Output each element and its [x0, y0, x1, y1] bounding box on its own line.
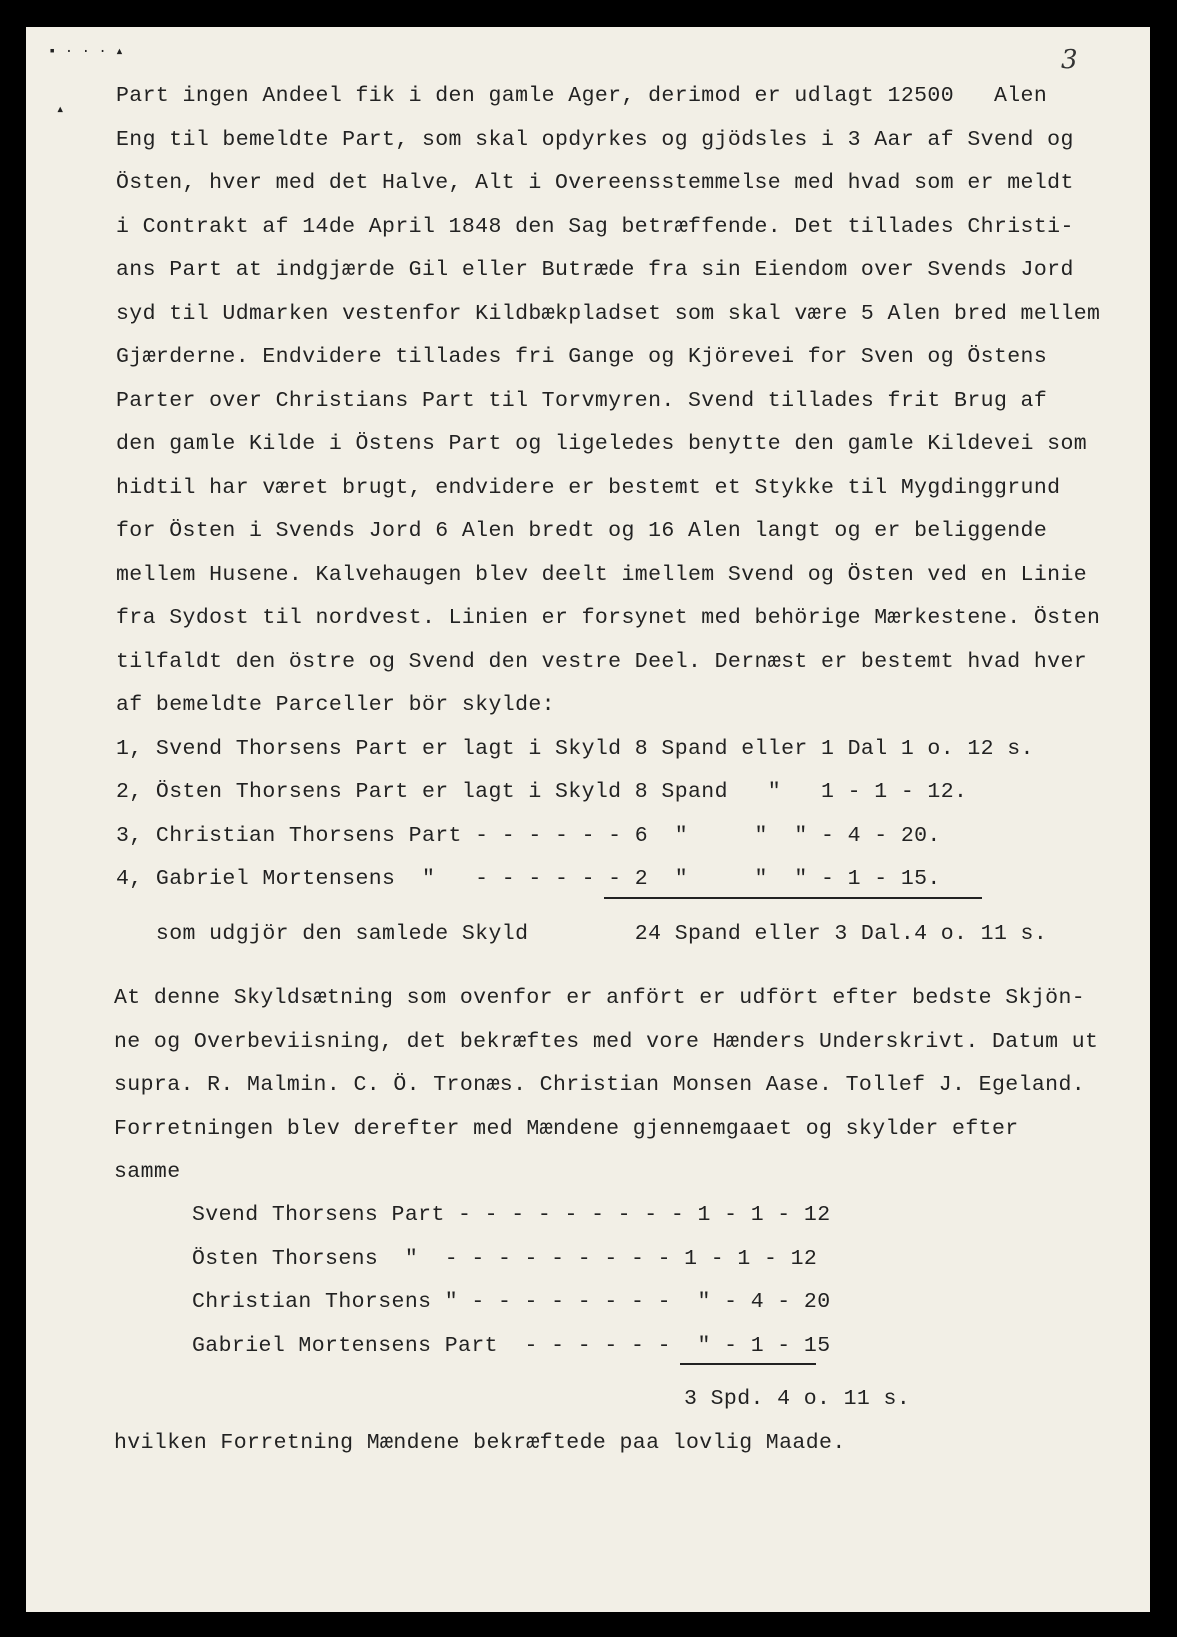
list-item: 4, Gabriel Mortensens " - - - - - - 2 " " " - 1 - 15.	[116, 867, 941, 891]
text-line: supra. R. Malmin. C. Ö. Tronæs. Christian Monsen Aase. Tollef J. Egeland.	[114, 1073, 1086, 1097]
text-line: ne og Overbeviisning, det bekræftes med vore Hænders Underskrivt. Datum ut	[114, 1030, 1099, 1054]
text-line: At denne Skyldsætning som ovenfor er anfört er udfört efter bedste Skjön-	[114, 986, 1086, 1010]
text-line: Östen, hver med det Halve, Alt i Overeensstemmelse med hvad som er meldt	[116, 171, 1074, 195]
text-line: hidtil har været brugt, endvidere er bestemt et Stykke til Mygdinggrund	[116, 476, 1061, 500]
list-item: Gabriel Mortensens Part - - - - - - " - 1 - 15	[192, 1334, 831, 1358]
text-line: Parter over Christians Part til Torvmyren. Svend tillades frit Brug af	[116, 389, 1048, 413]
document-page	[26, 27, 1150, 1612]
text-line: mellem Husene. Kalvehaugen blev deelt imellem Svend og Östen ved en Linie	[116, 563, 1088, 587]
sum-rule	[604, 897, 982, 899]
text-line: Part ingen Andeel fik i den gamle Ager, derimod er udlagt 12500 Alen	[116, 84, 1048, 108]
list-item: 3, Christian Thorsens Part - - - - - - 6 " " " - 4 - 20.	[116, 824, 941, 848]
list-item: Svend Thorsens Part - - - - - - - - - 1 - 1 - 12	[192, 1203, 831, 1227]
list-item: Christian Thorsens " - - - - - - - - " - 4 - 20	[192, 1290, 831, 1314]
list-item: 1, Svend Thorsens Part er lagt i Skyld 8 Spand eller 1 Dal 1 o. 12 s.	[116, 737, 1034, 761]
text-line: ans Part at indgjærde Gil eller Butræde fra sin Eiendom over Svends Jord	[116, 258, 1074, 282]
text-line: samme	[114, 1160, 181, 1184]
skyld-total: som udgjör den samlede Skyld 24 Spand eller 3 Dal.4 o. 11 s.	[116, 922, 1048, 946]
text-line: for Östen i Svends Jord 6 Alen bredt og 16 Alen langt og er beliggende	[116, 519, 1048, 543]
text-line: Gjærderne. Endvidere tillades fri Gange og Kjörevei for Sven og Östens	[116, 345, 1048, 369]
corner-marks: ▪ · · · ▴	[48, 44, 124, 60]
page-number: 3	[1061, 45, 1078, 75]
text-line: syd til Udmarken vestenfor Kildbækpladset som skal være 5 Alen bred mellem	[116, 302, 1101, 326]
text-line: Forretningen blev derefter med Mændene gjennemgaaet og skylder efter	[114, 1117, 1019, 1141]
margin-mark: ▴	[56, 102, 65, 118]
text-line: af bemeldte Parceller bör skylde:	[116, 693, 555, 717]
text-line: tilfaldt den östre og Svend den vestre Deel. Dernæst er bestemt hvad hver	[116, 650, 1088, 674]
closing-line: hvilken Forretning Mændene bekræftede paa lovlig Maade.	[114, 1431, 846, 1455]
list-item: 2, Östen Thorsens Part er lagt i Skyld 8 Spand " 1 - 1 - 12.	[116, 780, 968, 804]
text-line: Eng til bemeldte Part, som skal opdyrkes og gjödsles i 3 Aar af Svend og	[116, 128, 1074, 152]
text-line: i Contrakt af 14de April 1848 den Sag betræffende. Det tillades Christi-	[116, 215, 1074, 239]
summary-total: 3 Spd. 4 o. 11 s.	[684, 1387, 911, 1411]
text-line: den gamle Kilde i Östens Part og ligeledes benytte den gamle Kildevei som	[116, 432, 1088, 456]
text-line: fra Sydost til nordvest. Linien er forsynet med behörige Mærkestene. Östen	[116, 606, 1101, 630]
sum-rule	[680, 1363, 816, 1365]
list-item: Östen Thorsens " - - - - - - - - - 1 - 1 - 12	[192, 1247, 818, 1271]
